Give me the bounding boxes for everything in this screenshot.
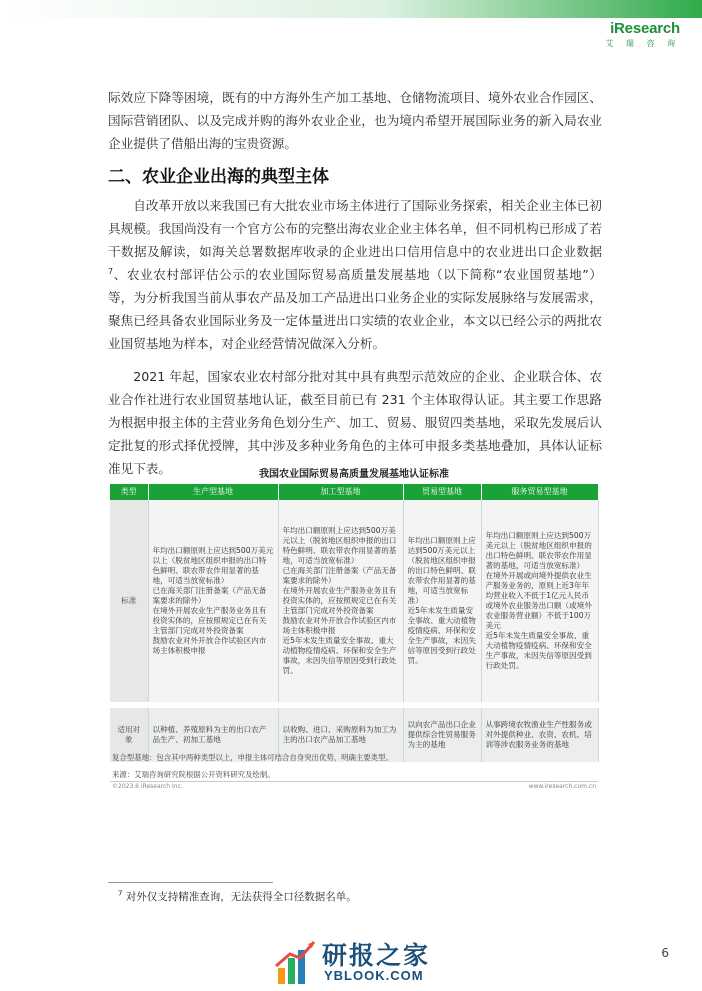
table-source: 来源：艾瑞咨询研究院根据公开资料研究及绘制。 [112, 770, 275, 779]
copyright: ©2023.6 iResearch Inc. [112, 783, 183, 790]
watermark-text-cn: 研报之家 [322, 941, 431, 970]
footnote-ref[interactable]: 7 [108, 266, 114, 276]
table-note: 复合型基地：包含其中两种类型以上，申报主体可结合自身突出优势，明确主要类型。 [112, 753, 393, 762]
table-cell: 年均出口额原则上应达到500万美元以上（脱贫地区组织申报的出口特色鲜明、联农带农作用显著的基地，可适当放宽标准） 近5年未发生质量安全事故、重大动植物疫情疫病、环保和安全生产事故，未因失信等原因受到行政处罚。 [403, 500, 481, 705]
paragraph-2-text-a: 自改革开放以来我国已有大批农业市场主体进行了国际业务探索，相关企业主体已初具规模。我国尚没有一个官方公布的完整出海农业企业主体名单，但不同机构已形成了若干数据及解读，如海关总署数据库收录的企业进出口信用信息中的农业进出口企业数据 [108, 198, 602, 259]
page-number: 6 [661, 946, 669, 960]
footnote-text: 对外仅支持精准查询，无法获得全口径数据名单。 [125, 891, 357, 903]
table-cell: 从事跨境农牧渔业生产性服务或对外提供种业、农资、农机、培训等涉农服务业务的基地 [481, 705, 598, 762]
paragraph-2-text-b: 、农业农村部评估公示的农业国际贸易高质量发展基地（以下简称“农业国贸基地”）等，为分析我国当前从事农产品及加工产品进出口业务企业的实际发展脉络与发展需求，聚焦已经具备农业国际业务及一定体量进出口实绩的农业企业，本文以已经公示的两批农业国贸基地为样本，对企业经营情况做深入分析。 [108, 267, 602, 351]
footnote-divider [108, 882, 273, 883]
table-title: 我国农业国际贸易高质量发展基地认证标准 [259, 469, 449, 480]
table-header-row [110, 484, 598, 500]
table-divider [110, 781, 598, 782]
table-header-cell: 生产型基地 [148, 484, 278, 500]
row-label: 标准 [110, 500, 148, 705]
table-row-standard [110, 500, 598, 705]
watermark-chart-icon [272, 938, 320, 988]
footnote [118, 889, 357, 904]
paragraph-1: 际效应下降等困境，既有的中方海外生产加工基地、仓储物流项目、境外农业合作园区、国际营销团队、以及完成并购的海外农业企业，也为境内希望开展国际业务的新入局农业企业提供了借船出海的宝贵资源。 [108, 90, 602, 151]
certification-standards-table [110, 484, 599, 762]
table-header-cell: 加工型基地 [278, 484, 403, 500]
website-url[interactable]: www.iresearch.com.cn [528, 783, 596, 790]
watermark-text-en: YBLOOK.COM [324, 968, 424, 983]
table-header-cell: 贸易型基地 [403, 484, 481, 500]
section-title: 二、农业企业出海的典型主体 [108, 167, 329, 187]
footnote-number: 7 [118, 889, 123, 898]
table-cell: 以收购、进口、采购原料为加工为主的出口农产品加工基地 [278, 705, 403, 762]
paragraph-3: 2021 年起，国家农业农村部分批对其中具有典型示范效应的企业、企业联合体、农业合作社进行农业国贸基地认证，截至目前已有 231 个主体取得认证。其主要工作思路为根据申报主体的主营业务角色划分生产、加工、贸易、服贸四类基地，采取先发展后认定批复的形式择优授牌，其中涉及多种业务角色的主体可申报多类基地叠加，具体认证标准见下表。 [108, 369, 602, 476]
table-cell: 以种植、养殖原料为主的出口农产品生产、初加工基地 [148, 705, 278, 762]
logo-text: iResearch [610, 20, 680, 37]
paragraph-2 [108, 194, 602, 355]
table-cell: 年均出口额原则上应达到500万美元以上（脱贫地区组织申报的出口特色鲜明、联农带农作用显著的基地，可适当放宽标准） 已在海关部门注册备案（产品无备案要求的除外） 在境外开展农业生产服务业务且有投资实体的，应按照规定已在有关主管部门完成对外投资备案 鼓励农业对外开放合作试验区内市场主体积极申报 [148, 500, 278, 705]
header-gradient-bar [0, 0, 702, 18]
row-label: 适用对象 [110, 705, 148, 762]
brand-logo [605, 20, 680, 49]
table-header-cell: 类型 [110, 484, 148, 500]
watermark [272, 936, 492, 988]
table-header-cell: 服务贸易型基地 [481, 484, 598, 500]
table-cell: 年均出口额原则上应达到500万美元以上（脱贫地区组织申报的出口特色鲜明、联农带农作用显著的基地，可适当放宽标准） 已在海关部门注册备案（产品无备案要求的除外） 在境外开展农业生产服务业务且有投资实体的，应按照规定已在有关主管部门完成对外投资备案 鼓励农业对外开放合作试验区内市场主体积极申报 近5年未发生质量安全事故、重大动植物疫情疫病、环保和安全生产事故，未因失信等原因受到行政处罚。 [278, 500, 403, 705]
logo-subtext: 艾 瑞 咨 询 [605, 39, 680, 48]
table-cell: 年均出口额原则上应达到500万美元以上（脱贫地区组织申报的出口特色鲜明、联农带农作用显著的基地，可适当放宽标准） 在境外开展或向境外提供农业生产服务业务的，原则上近3年年均营业收入不低于1亿元人民币或境外农业服务出口额（或境外农业服务营业额）不低于100万美元 近5年未发生质量安全事故、重大动植物疫情疫病、环保和安全生产事故，未因失信等原因受到行政处罚。 [481, 500, 598, 705]
table-cell: 以向农产品出口企业提供综合性贸易服务为主的基地 [403, 705, 481, 762]
